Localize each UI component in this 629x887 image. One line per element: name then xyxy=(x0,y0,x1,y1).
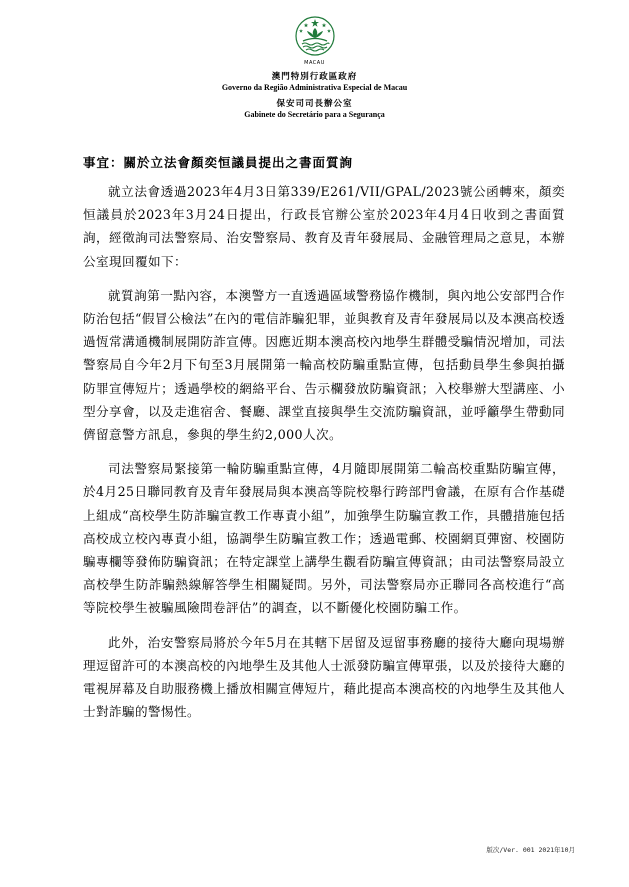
version-footer: 版次/Ver. 001 2021年10月 xyxy=(486,846,575,854)
paragraph-psp-measures: 此外，治安警察局將於今年5月在其轄下居留及逗留事務廳的接待大廳向現場辦理逗留許可的本澳高校的內地學生及其他人士派發防騙宣傳單張，以及於接待大廳的電視屏幕及自助服務機上播放相關宣傳短片，藉此提高本澳高校的內地學生及其他人士對詐騙的警惕性。 xyxy=(83,634,565,720)
letter-body xyxy=(83,180,565,734)
office-name-chinese: 保安司司長辦公室 xyxy=(276,99,353,109)
letterhead xyxy=(0,14,629,119)
paragraph-intro: 就立法會透過2023年4月3日第339/E261/VII/GPAL/2023號公函轉來，顏奕恒議員於2023年3月24日提出，行政長官辦公室於2023年4月4日收到之書面質詢，經徵詢司法警察局、治安警察局、教育及青年發展局、金融管理局之意見，本辦公室現回覆如下： xyxy=(83,184,565,269)
paragraph-second-round: 司法警察局緊接第一輪防騙重點宣傳，4月隨即展開第二輪高校重點防騙宣傳，於4月25日聯同教育及青年發展局與本澳高等院校舉行跨部門會議，在原有合作基礎上組成“高校學生防詐騙宣教工作專責小組”，加強學生防騙宣教工作，具體措施包括高校成立校內專責小組，協調學生防騙宣教工作；透過電郵、校園網頁彈窗、校園防騙專欄等發佈防騙資訊；在特定課堂上講學生觀看防騙宣傳資訊；由司法警察局設立高校學生防詐騙熱線解答學生相關疑問。另外，司法警察局亦正聯同各高校進行“高等院校學生被騙風險問卷評估”的調查，以不斷優化校園防騙工作。 xyxy=(83,461,565,616)
paragraph-point-one: 就質詢第一點內容，本澳警方一直透過區域警務協作機制，與內地公安部門合作防治包括“假冒公檢法”在內的電信詐騙犯罪，並與教育及青年發展局以及本澳高校透過恆常溝通機制展開防詐宣傳。因應近期本澳高校內地學生群體受騙情況增加，司法警察局自今年2月下旬至3月展開第一輪高校防騙重點宣傳，包括動員學生參與拍攝防罪宣傳短片；透過學校的網絡平台、告示欄發放防騙資訊；入校舉辦大型講座、小型分享會，以及走進宿舍、餐廳、課堂直接與學生交流防騙資訊，並呼籲學生帶動同儕留意警方訊息，參與的學生約2,000人次。 xyxy=(83,287,565,443)
macau-emblem-icon xyxy=(291,14,339,62)
subject-line: 事宜：關於立法會顏奕恒議員提出之書面質詢 xyxy=(83,155,354,170)
government-name-portuguese: Governo da Região Administrativa Especial de Macau xyxy=(221,83,408,92)
emblem-caption: MACAU xyxy=(304,60,325,66)
government-name-chinese: 澳門特別行政區政府 xyxy=(271,72,358,82)
office-name-portuguese: Gabinete do Secretário para a Segurança xyxy=(244,110,385,119)
